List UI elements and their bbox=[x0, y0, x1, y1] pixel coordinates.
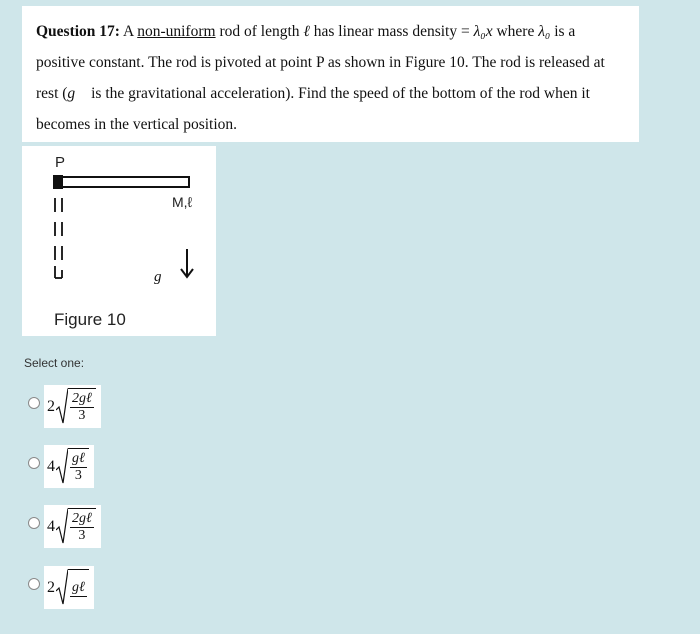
question-text-c: rod of length bbox=[219, 23, 300, 40]
option-denominator: 3 bbox=[78, 408, 86, 423]
option-denominator: 3 bbox=[74, 468, 82, 483]
option-formula bbox=[44, 445, 94, 488]
question-text-g: is the gravitational acceleration). Find the speed of the bottom of the rod when it becomes in the vertical position. bbox=[36, 85, 590, 133]
length-symbol: ℓ bbox=[303, 23, 310, 40]
gravity-label: g⃗ bbox=[154, 269, 174, 285]
option-radio[interactable] bbox=[28, 517, 40, 529]
option-coefficient: 2 bbox=[47, 397, 55, 415]
figure-diagram bbox=[22, 146, 216, 336]
g-vector-symbol: g⃗ bbox=[67, 85, 88, 102]
question-text-f: is a positive constant. The rod is pivoted at point P as shown in Figure 10. The rod is released at rest ( bbox=[36, 23, 605, 102]
sqrt-icon bbox=[56, 508, 96, 545]
pivot-point bbox=[53, 175, 63, 189]
option-formula bbox=[44, 505, 101, 548]
horizontal-rod bbox=[55, 177, 189, 187]
gravity-arrow-icon bbox=[181, 249, 193, 277]
select-one-label: Select one: bbox=[24, 356, 85, 370]
figure-caption: Figure 10 bbox=[54, 310, 126, 329]
option-formula bbox=[44, 385, 101, 428]
option-numerator: 2gℓ bbox=[72, 391, 92, 406]
option-radio[interactable] bbox=[28, 578, 40, 590]
question-text-a: A bbox=[123, 23, 134, 40]
vertical-dashed-rod bbox=[55, 198, 62, 278]
question-box bbox=[22, 6, 639, 142]
pivot-label: P bbox=[55, 154, 66, 171]
figure-panel bbox=[22, 146, 216, 336]
option-numerator: gℓ bbox=[72, 580, 85, 595]
option-denominator: 3 bbox=[78, 528, 86, 543]
option-coefficient: 2 bbox=[47, 578, 55, 596]
sqrt-icon bbox=[56, 448, 89, 485]
option-coefficient: 4 bbox=[47, 457, 55, 475]
density-formula: λ₀x bbox=[473, 23, 493, 40]
question-text-e: where bbox=[496, 23, 535, 40]
lambda-symbol: λ₀ bbox=[538, 23, 551, 40]
option-numerator: 2gℓ bbox=[72, 511, 92, 526]
question-text bbox=[36, 16, 628, 140]
question-text-d: has linear mass density = bbox=[313, 23, 470, 40]
mass-length-label: M,ℓ bbox=[172, 194, 193, 210]
question-label: Question 17: bbox=[36, 23, 120, 40]
option-coefficient: 4 bbox=[47, 517, 55, 535]
option-numerator: gℓ bbox=[72, 451, 85, 466]
question-text-underlined: non-uniform bbox=[137, 23, 216, 40]
sqrt-icon bbox=[56, 388, 96, 425]
option-radio[interactable] bbox=[28, 457, 40, 469]
option-radio[interactable] bbox=[28, 397, 40, 409]
